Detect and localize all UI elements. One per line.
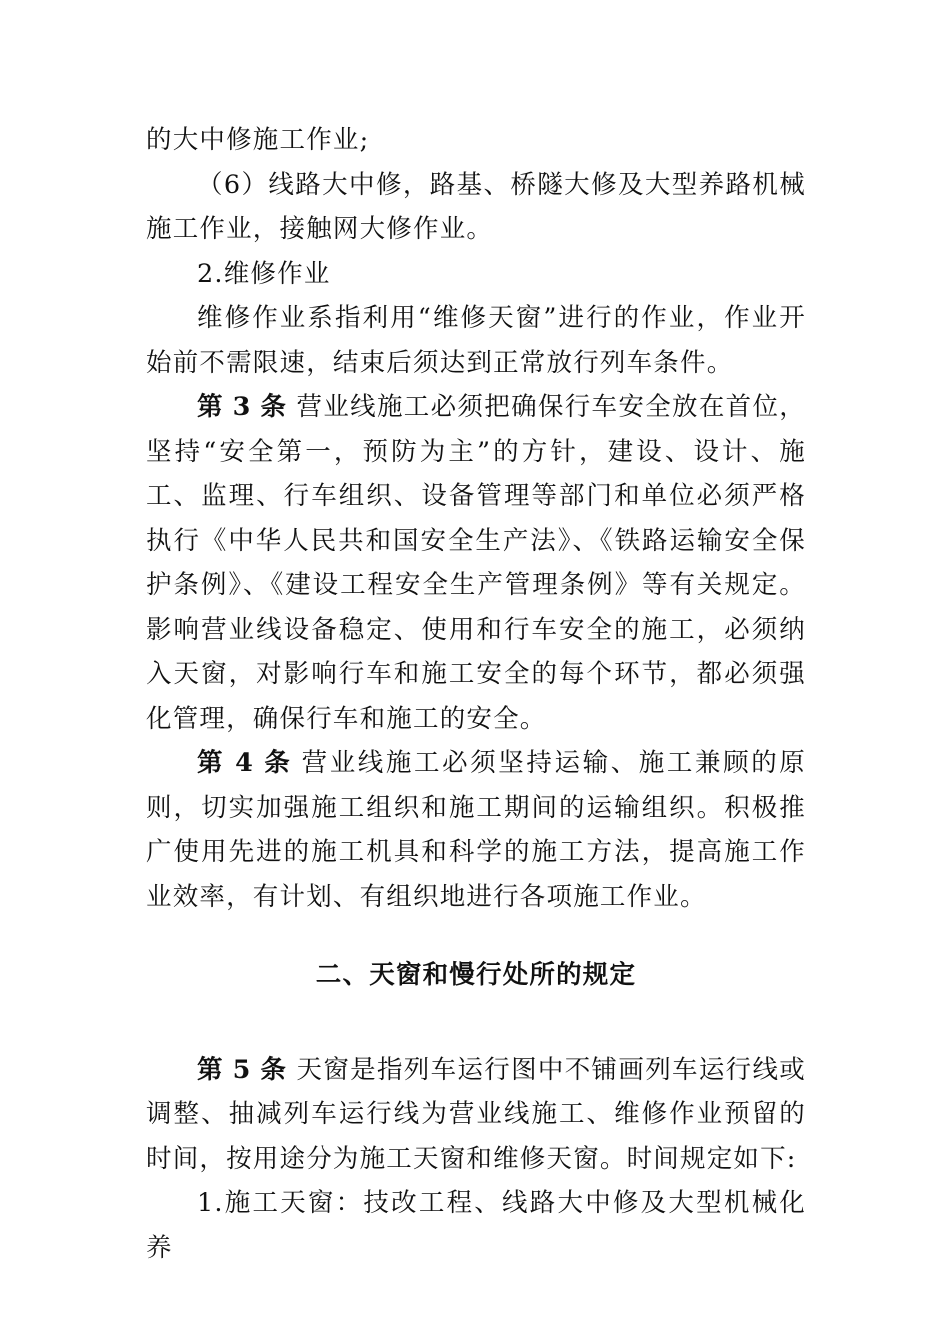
article-4-label: 第 4 条 (197, 748, 292, 778)
article-3 (146, 385, 806, 741)
paragraph-item-6: （6）线路大中修，路基、桥隧大修及大型养路机械施工作业，接触网大修作业。 (146, 169, 806, 244)
article-5 (146, 1048, 806, 1182)
paragraph-item-1: 1.施工天窗：技改工程、线路大中修及大型机械化养 (146, 1188, 806, 1263)
article-3-text: 营业线施工必须把确保行车安全放在首位，坚持“安全第一，预防为主”的方针，建设、设计、施工、监理、行车组织、设备管理等部门和单位必须严格执行《中华人民共和国安全生产法》、《铁路运输安全保护条例》、《建设工程安全生产管理条例》等有关规定。影响营业线设备稳定、使用和行车安全的施工，必须纳入天窗，对影响行车和施工安全的每个环节，都必须强化管理，确保行车和施工的安全。 (146, 392, 806, 734)
spacer (146, 998, 806, 1048)
document-page (146, 118, 806, 1270)
spacer (146, 919, 806, 953)
paragraph-continuation: 的大中修施工作业; (146, 125, 370, 155)
article-5-label: 第 5 条 (197, 1054, 287, 1085)
article-4 (146, 741, 806, 919)
article-5-text: 天窗是指列车运行图中不铺画列车运行线或调整、抽减列车运行线为营业线施工、维修作业预留的时间，按用途分为施工天窗和维修天窗。时间规定如下: (146, 1054, 806, 1174)
article-4-text: 营业线施工必须坚持运输、施工兼顾的原则，切实加强施工组织和施工期间的运输组织。积极推广使用先进的施工机具和科学的施工方法，提高施工作业效率，有计划、有组织地进行各项施工作业。 (146, 748, 807, 912)
article-3-label: 第 3 条 (197, 392, 287, 422)
paragraph-maintenance-heading: 2.维修作业 (197, 258, 331, 289)
section-heading: 二、天窗和慢行处所的规定 (315, 960, 637, 990)
paragraph-maintenance-definition: 维修作业系指利用“维修天窗”进行的作业，作业开始前不需限速，结束后须达到正常放行列车条件。 (146, 303, 806, 378)
